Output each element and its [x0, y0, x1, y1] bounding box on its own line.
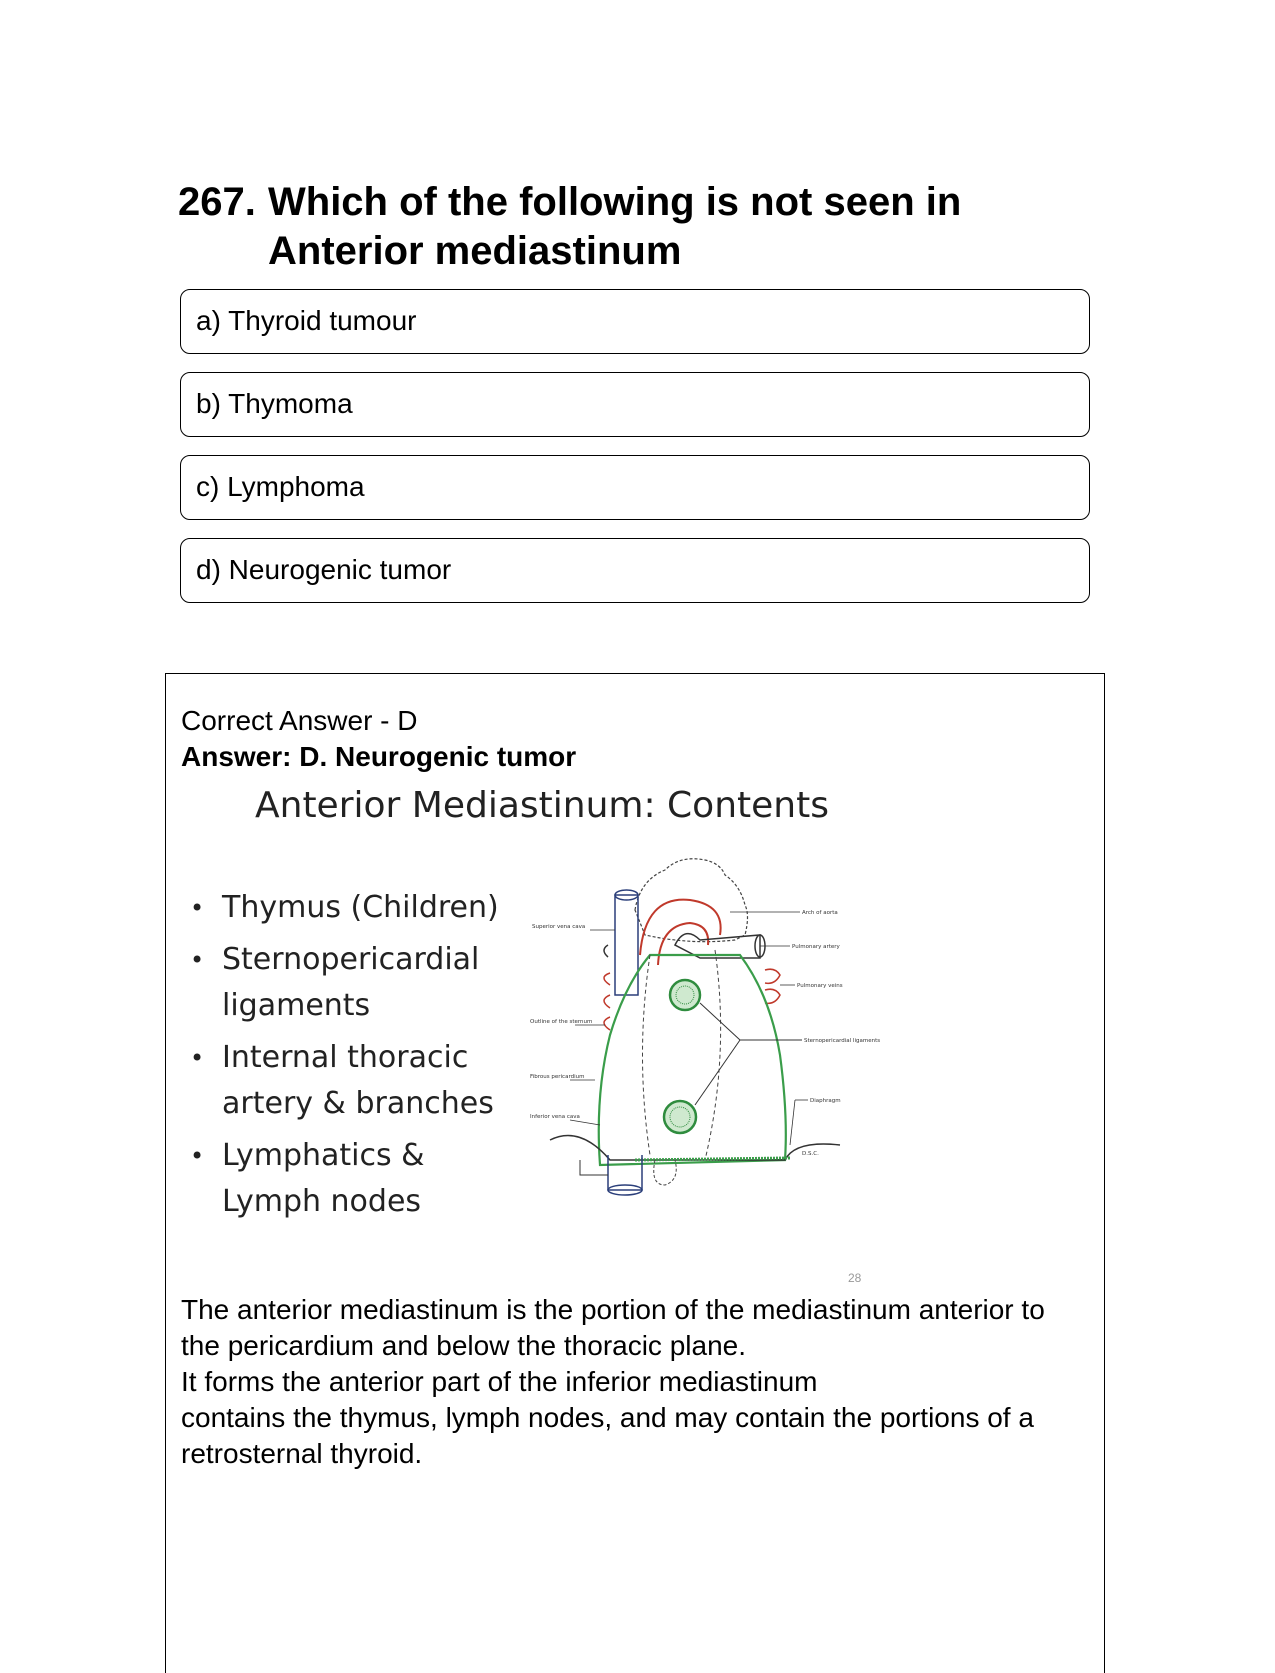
bullet-text: Thymus (Children)	[222, 890, 499, 925]
label-initials: D.S.C.	[802, 1151, 819, 1157]
label-pulm-veins: Pulmonary veins	[797, 983, 843, 989]
label-ivc: Inferior vena cava	[530, 1114, 580, 1120]
lymph-node-lower	[664, 1101, 696, 1133]
bullet-dot-icon: •	[190, 894, 205, 922]
lymph-node-upper	[670, 980, 700, 1010]
explanation-paragraph: It forms the anterior part of the inferior mediastinum	[181, 1366, 818, 1397]
label-svc: Superior vena cava	[532, 924, 586, 930]
option-a[interactable]: a) Thyroid tumour	[180, 289, 1090, 354]
label-sterno-lig: Sternopericardial ligaments	[804, 1038, 881, 1044]
explanation-text	[181, 1292, 1091, 1472]
bullet-text: Internal thoracic artery & branches	[222, 1040, 494, 1121]
bullet-dot-icon: •	[190, 1044, 205, 1072]
question-number: 267.	[178, 180, 256, 224]
diaphragm	[550, 1136, 840, 1161]
bullet-text: Lymphatics & Lymph nodes	[222, 1138, 425, 1219]
label-sternum: Outline of the sternum	[530, 1019, 593, 1025]
question-text: Which of the following is not seen in Anterior mediastinum	[268, 180, 962, 273]
mediastinum-diagram	[530, 855, 900, 1240]
answer-heading: Answer: D. Neurogenic tumor	[181, 741, 577, 772]
label-pulm-artery: Pulmonary artery	[792, 944, 840, 950]
label-fibrous: Fibrous pericardium	[530, 1074, 585, 1080]
explanation-paragraph: The anterior mediastinum is the portion of the mediastinum anterior to the pericardium and below the thoracic plane.	[181, 1294, 1045, 1361]
bullet-dot-icon: •	[190, 1142, 205, 1170]
correct-answer-line: Correct Answer - D	[181, 705, 418, 736]
bullet-text: Sternopericardial ligaments	[222, 942, 480, 1023]
option-c[interactable]: c) Lymphoma	[180, 455, 1090, 520]
slide-page-number: 28	[848, 1271, 862, 1285]
option-d[interactable]: d) Neurogenic tumor	[180, 538, 1090, 603]
option-b[interactable]: b) Thymoma	[180, 372, 1090, 437]
slide-title: Anterior Mediastinum: Contents	[255, 785, 829, 826]
label-arch: Arch of aorta	[802, 910, 838, 916]
bullet-dot-icon: •	[190, 946, 205, 974]
explanation-paragraph: contains the thymus, lymph nodes, and may contain the portions of a retrosternal thyroid.	[181, 1402, 1034, 1469]
label-diaphragm: Diaphragm	[810, 1098, 841, 1104]
aortic-arch	[640, 900, 721, 955]
